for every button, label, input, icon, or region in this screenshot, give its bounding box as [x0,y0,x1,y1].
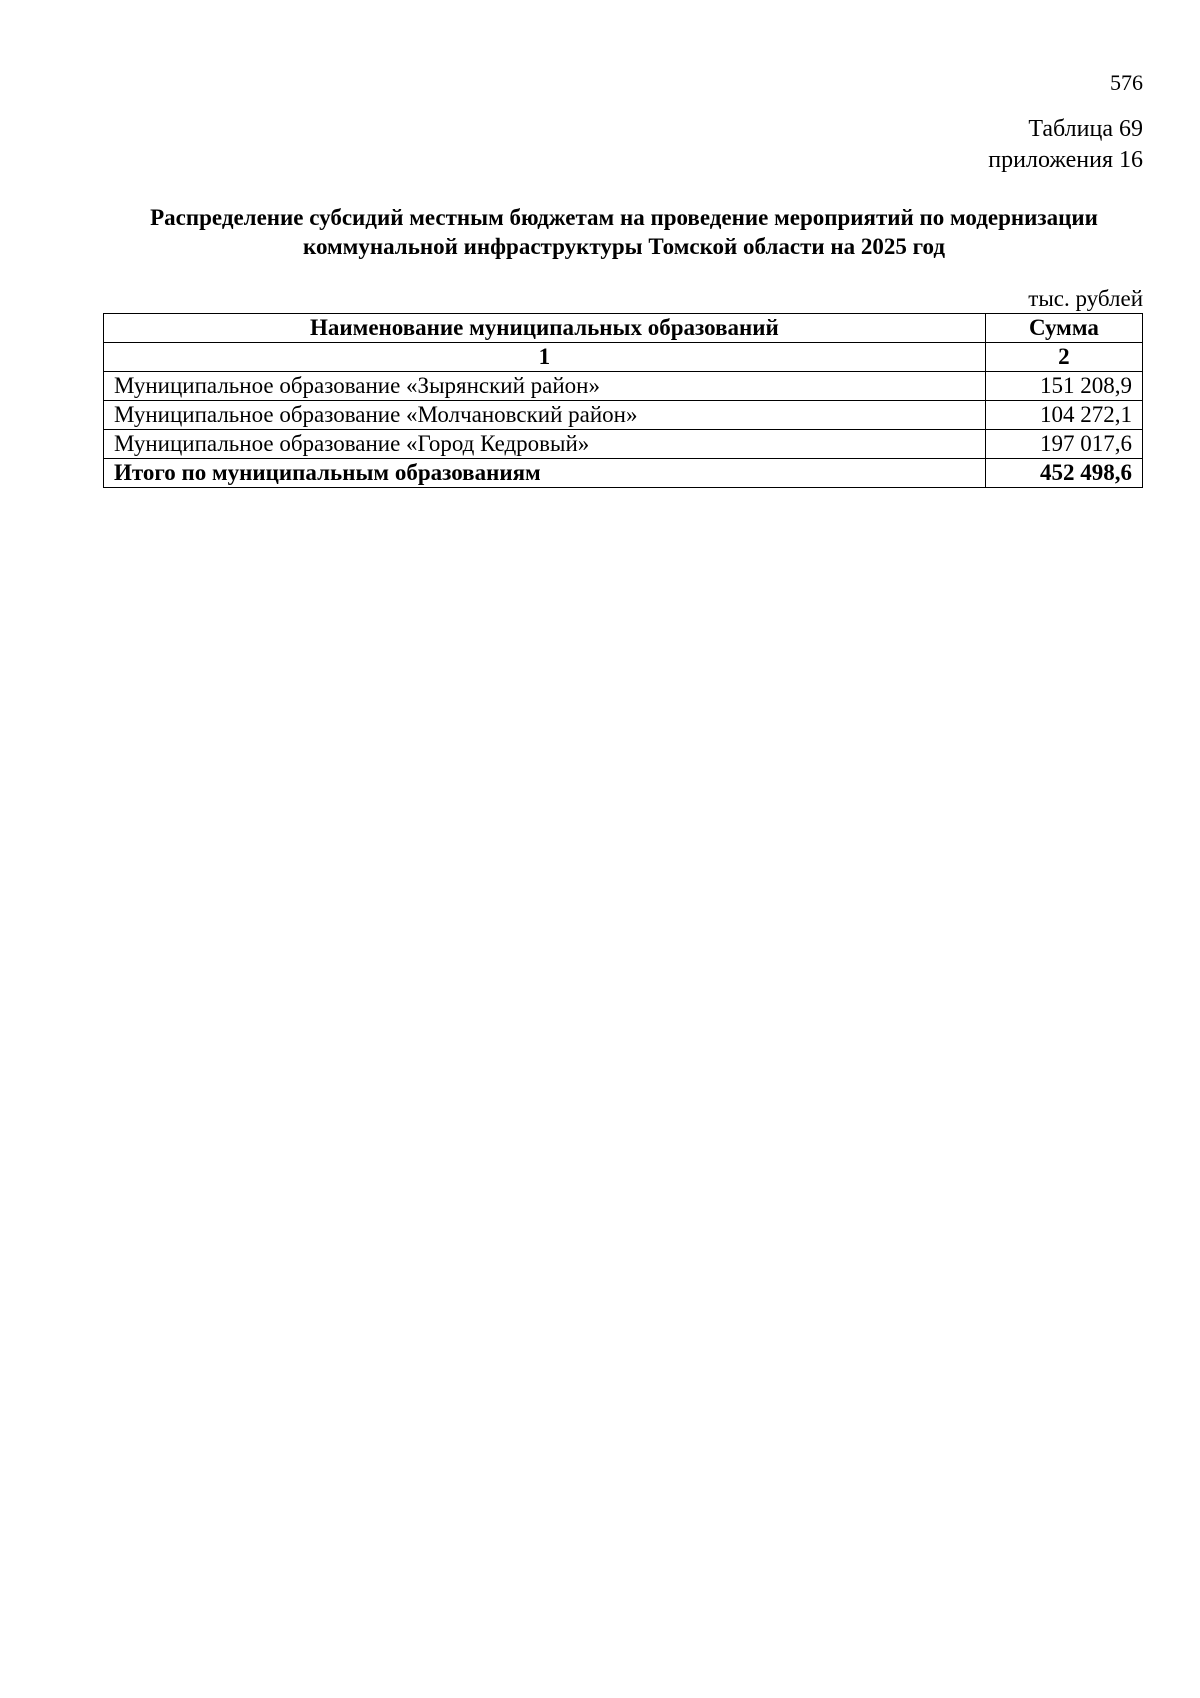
column-number-2: 2 [985,343,1142,372]
table-row [104,372,1143,401]
total-sum: 452 498,6 [985,459,1142,488]
header-row [104,314,1143,343]
header-name: Наименование муниципальных образований [104,314,986,343]
page-number: 576 [1110,70,1143,95]
subsidy-sum: 197 017,6 [985,430,1142,459]
table-number: Таблица 69 [1028,116,1143,142]
table-row [104,430,1143,459]
column-number-1: 1 [104,343,986,372]
appendix-number: приложения 16 [988,147,1143,173]
title-line-1: Распределение субсидий местным бюджетам на проведение мероприятий по модернизации [150,205,1098,230]
total-row [104,459,1143,488]
municipality-name: Муниципальное образование «Молчановский район» [104,401,986,430]
subsidy-sum: 151 208,9 [985,372,1142,401]
column-number-row [104,343,1143,372]
table-reference [988,114,1143,176]
title-line-2: коммунальной инфраструктуры Томской области на 2025 год [303,234,945,259]
total-label: Итого по муниципальным образованиям [104,459,986,488]
municipality-name: Муниципальное образование «Зырянский район» [104,372,986,401]
subsidy-sum: 104 272,1 [985,401,1142,430]
municipality-name: Муниципальное образование «Город Кедровый» [104,430,986,459]
table-row [104,401,1143,430]
document-title [104,203,1144,261]
subsidy-table [103,313,1143,488]
units-label: тыс. рублей [1028,286,1143,311]
header-sum: Сумма [985,314,1142,343]
